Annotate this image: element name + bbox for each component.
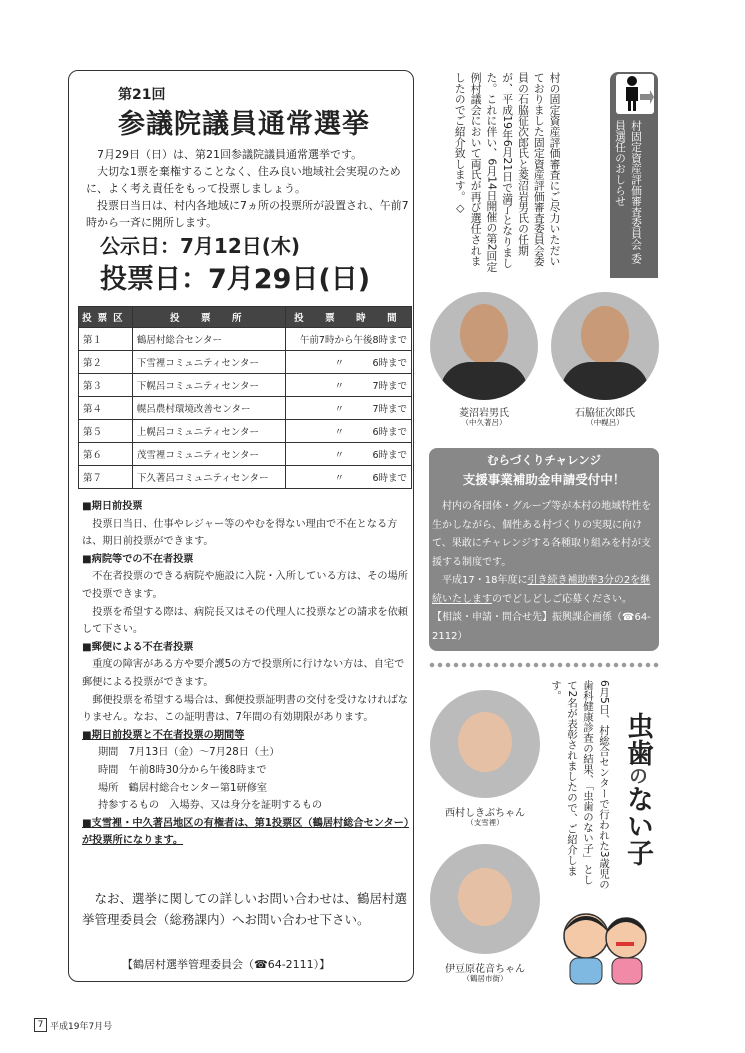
voting-notes	[82, 498, 412, 850]
election-contact: 【鶴居村選挙管理委員会（☎64-2111）】	[122, 958, 331, 971]
dotted-divider	[428, 661, 660, 669]
person-name: 石脇征次郎氏	[575, 408, 635, 419]
election-subtitle: 第21回	[118, 87, 166, 103]
note-heading: ■支雪裡・中久著呂地区の有権者は、第1投票区（鶴居村総合センター）が投票所になります。	[82, 817, 410, 847]
polling-table	[78, 306, 412, 489]
place-cell: 幌呂農村環境改善センター	[132, 397, 285, 420]
note-heading: ■期日前投票	[82, 501, 143, 512]
person-area: （中幌呂）	[586, 418, 624, 427]
podium-figure-icon	[616, 74, 654, 114]
challenge-subtitle: 支援事業補助金申請受付中！	[462, 472, 626, 487]
closing-text: なお、選挙に関しての詳しいお問い合わせは、鶴居村選挙管理委員会（総務課内）へお問い合わせ下さい。	[82, 891, 408, 927]
note-heading: ■郵便による不在者投票	[82, 641, 194, 653]
header-time: 投 票 時 間	[285, 307, 411, 328]
table-row	[79, 328, 412, 351]
cavity-text: 6月5日、村総合センターで行われた3歳児の歯科健康診査の結果、「虫歯のない子」として2名が表彰されましたので、ご紹介します。	[550, 680, 610, 890]
schedule-line: 持参するもの 入場券、又は身分を証明するもの	[98, 800, 323, 812]
intro-line: 大切な1票を棄権することなく、住み良い地域社会実現のために、よく考え責任をもって投票しましょう。	[86, 165, 401, 195]
note-text: 重度の障害がある方や要介護5の方で投票所に行けない方は、自宅で郵便による投票ができます。	[82, 659, 405, 688]
child-photo	[430, 844, 540, 954]
election-title: 参議院議員通常選挙	[118, 109, 370, 140]
district-cell: 第７	[79, 466, 133, 489]
time-cell: 〃 6時まで	[285, 443, 411, 466]
schedule-line: 場所 鶴居村総合センター第1研修室	[98, 782, 268, 794]
challenge-text	[432, 572, 656, 609]
table-row	[79, 443, 412, 466]
time-cell: 〃 6時まで	[285, 351, 411, 374]
person-photo	[430, 292, 538, 400]
place-cell: 下久著呂コミュニティセンター	[132, 466, 285, 489]
person-area: （中久著呂）	[461, 418, 507, 427]
challenge-highlight: 引き続き補助率3分の2を継続いたします	[432, 575, 651, 605]
place-cell: 上幌呂コミュニティセンター	[132, 420, 285, 443]
time-cell: 午前7時から午後8時まで	[285, 328, 411, 351]
district-cell: 第６	[79, 443, 133, 466]
table-row	[79, 374, 412, 397]
challenge-body	[432, 498, 656, 646]
logo-part: 虫歯	[622, 712, 653, 766]
time-cell: 〃 7時まで	[285, 374, 411, 397]
committee-text: 村の固定資産評価審査にご尽力いただいておりました固定資産評価審査委員会委員の石脇征次郎氏と菱沼岩男氏の任期が、平成19年6月21日で満了となりました。これに伴い、6月14日開催の第2回定例村議会において両氏が再び選任されましたのでご紹介致します。◇	[453, 72, 562, 273]
cavity-free-logo	[622, 712, 652, 892]
page-number: 7	[34, 1018, 47, 1032]
person-photo	[551, 292, 659, 400]
person-name: 菱沼岩男氏	[459, 408, 509, 419]
intro-line: 投票日当日は、村内各地域に7ヵ所の投票所が設置され、午前7時から一斉に開所します。	[86, 199, 409, 229]
header-place: 投 票 所	[132, 307, 285, 328]
note-text: 投票を希望する際は、病院長又はその代理人に投票などの請求を依頼して下さい。	[82, 606, 408, 636]
child-area: （鶴居市街）	[462, 974, 508, 983]
table-row	[79, 351, 412, 374]
child-area: （支雪裡）	[466, 818, 504, 827]
child-name: 伊豆原花音ちゃん	[445, 964, 525, 975]
note-text: 郵便投票を希望する場合は、郵便投票証明書の交付を受けなければなりません。なお、この証明書は、7年間の有効期限があります。	[82, 694, 408, 724]
time-cell: 〃 7時まで	[285, 397, 411, 420]
district-cell: 第１	[79, 328, 133, 351]
election-intro	[86, 146, 412, 231]
header-district: 投票区	[79, 307, 133, 328]
district-cell: 第２	[79, 351, 133, 374]
challenge-text-part: 平成17・18年度に	[442, 575, 528, 586]
place-cell: 茂雪裡コミュニティセンター	[132, 443, 285, 466]
table-row	[79, 466, 412, 489]
announcement-date: 公示日：7月12日(木)	[100, 234, 301, 258]
challenge-title: むらづくりチャレンジ	[487, 453, 601, 467]
place-cell: 鶴居村総合センター	[132, 328, 285, 351]
schedule-line: 期間 7月13日（金）～7月28日（土）	[98, 747, 280, 759]
district-cell: 第５	[79, 420, 133, 443]
challenge-contact: 【相談・申請・問合せ先】振興課企画係（☎64-2112）	[432, 612, 651, 642]
note-heading: ■病院等での不在者投票	[82, 553, 194, 565]
schedule-line: 時間 午前8時30分から午後8時まで	[98, 764, 267, 776]
logo-part: の	[626, 766, 648, 785]
note-text: 不在者投票のできる病院や施設に入院・入所している方は、その場所で投票できます。	[82, 571, 408, 600]
district-cell: 第３	[79, 374, 133, 397]
note-text: 投票日当日、仕事やレジャー等のやむを得ない理由で不在となる方は、期日前投票ができます。	[82, 518, 398, 548]
challenge-text: 村内の各団体・グループ等が本村の地域特性を生かしながら、個性ある村づくりの実現に向けて、果敢にチャレンジする各種取り組みを村が支援する制度です。	[432, 501, 652, 568]
district-cell: 第４	[79, 397, 133, 420]
toothbrush-illustration	[556, 902, 656, 986]
note-heading: ■期日前投票と不在者投票の期間等	[82, 729, 245, 741]
intro-line: 7月29日（日）は、第21回参議院議員通常選挙です。	[97, 148, 363, 161]
time-cell: 〃 6時まで	[285, 466, 411, 489]
table-row	[79, 420, 412, 443]
challenge-text-part: のでどしどしご応募ください。	[492, 593, 632, 605]
committee-label: 村固定資産評価審査委員会 委員選任のおしらせ	[614, 120, 643, 264]
child-photo	[430, 690, 540, 798]
time-cell: 〃 6時まで	[285, 420, 411, 443]
place-cell: 下幌呂コミュニティセンター	[132, 374, 285, 397]
voting-date: 投票日：7月29日(日)	[100, 264, 371, 295]
logo-part: ない子	[622, 785, 653, 866]
place-cell: 下雪裡コミュニティセンター	[132, 351, 285, 374]
issue-date: 平成19年7月号	[50, 1022, 113, 1032]
table-row	[79, 397, 412, 420]
child-name: 西村しきぶちゃん	[445, 808, 525, 819]
